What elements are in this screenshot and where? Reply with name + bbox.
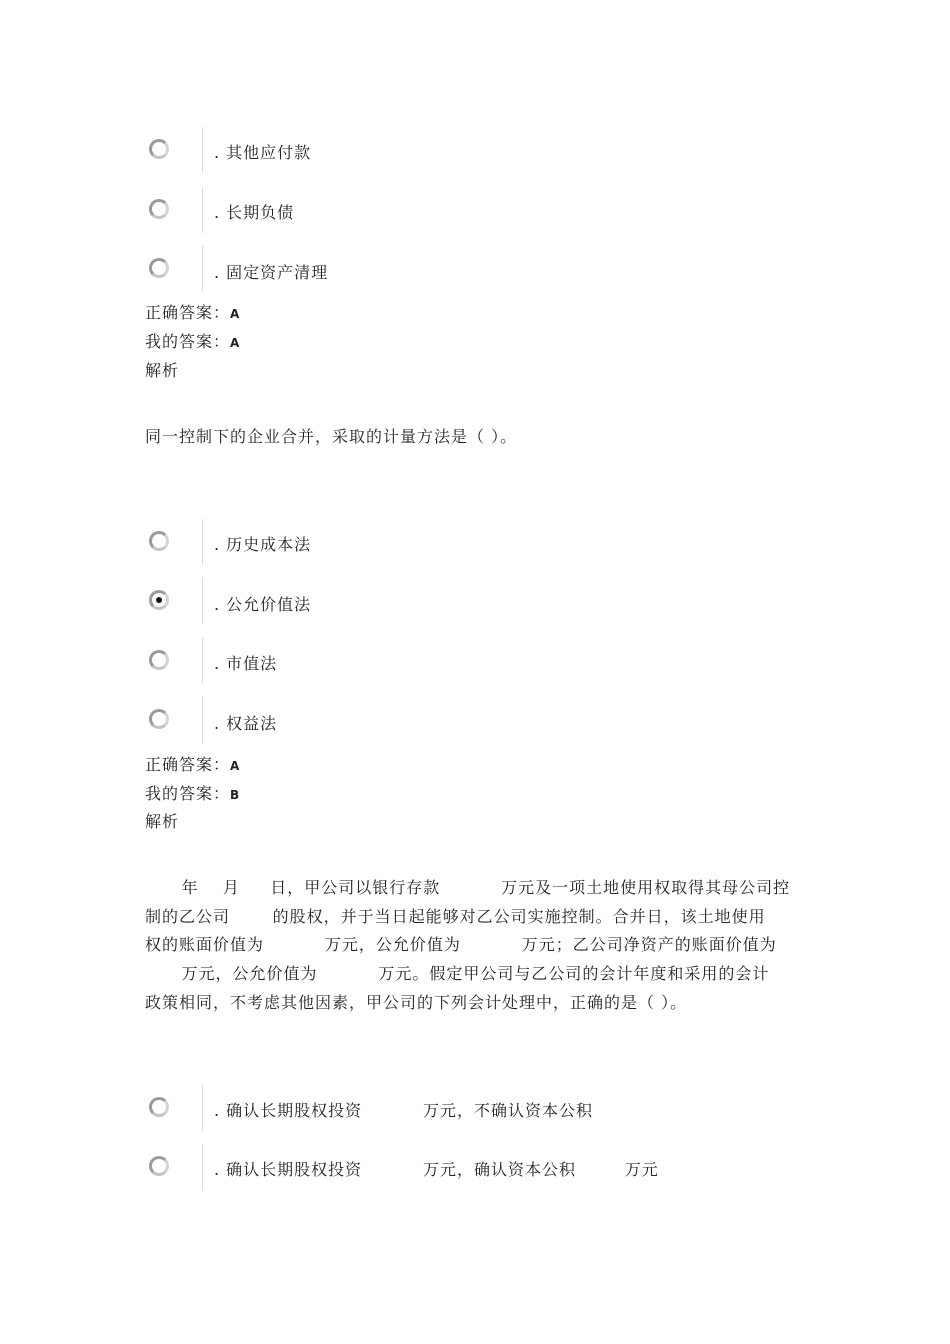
q2-option-2-text: . 公允价值法 xyxy=(214,595,312,614)
q1-option-2-text: . 长期负债 xyxy=(214,203,295,222)
q2-my-answer xyxy=(145,781,239,804)
option-divider xyxy=(202,578,203,624)
radio-selected-dot xyxy=(156,597,162,603)
option-divider xyxy=(202,519,203,565)
option-divider xyxy=(202,246,203,292)
radio-q1-option-3[interactable] xyxy=(149,258,169,278)
q2-correct-answer xyxy=(145,752,239,775)
q2-question-text: 同一控制下的企业合并，采取的计量方法是（ ）。 xyxy=(145,427,518,446)
correct-answer-value: A xyxy=(230,307,240,321)
q1-my-answer xyxy=(145,329,239,352)
q2-option-1-text: . 历史成本法 xyxy=(214,535,312,554)
radio-q3-option-2[interactable] xyxy=(149,1156,169,1176)
option-divider xyxy=(202,187,203,233)
correct-answer-label: 正确答案： xyxy=(145,755,231,774)
option-divider xyxy=(202,1144,203,1190)
correct-answer-label: 正确答案： xyxy=(145,303,231,322)
radio-q2-option-1[interactable] xyxy=(149,531,169,551)
correct-answer-value: A xyxy=(230,759,240,773)
q3-question-line-5: 政策相同，不考虑其他因素，甲公司的下列会计处理中，正确的是（ ）。 xyxy=(145,993,688,1012)
q2-analysis-link[interactable]: 解析 xyxy=(145,812,180,831)
q3-option-2-text: . 确认长期股权投资 万元，确认资本公积 万元 xyxy=(214,1160,659,1179)
q1-option-1-text: . 其他应付款 xyxy=(214,143,312,162)
q2-option-4-text: . 权益法 xyxy=(214,714,278,733)
q1-analysis-link[interactable]: 解析 xyxy=(145,361,180,380)
option-divider xyxy=(202,638,203,684)
radio-q2-option-4[interactable] xyxy=(149,709,169,729)
q1-correct-answer xyxy=(145,300,239,323)
q3-question-line-4: 万元，公允价值为 万元。假定甲公司与乙公司的会计年度和采用的会计 xyxy=(145,964,770,983)
q1-option-3-text: . 固定资产清理 xyxy=(214,263,329,282)
radio-q1-option-1[interactable] xyxy=(149,139,169,159)
q2-option-3-text: . 市值法 xyxy=(214,654,278,673)
radio-q1-option-2[interactable] xyxy=(149,199,169,219)
radio-q2-option-2[interactable] xyxy=(149,590,169,610)
q3-question-line-2: 制的乙公司 的股权，并于当日起能够对乙公司实施控制。合并日，该土地使用 xyxy=(145,907,766,926)
option-divider xyxy=(202,697,203,743)
radio-q2-option-3[interactable] xyxy=(149,650,169,670)
q3-option-1-text: . 确认长期股权投资 万元，不确认资本公积 xyxy=(214,1101,594,1120)
q3-question-line-1: 年 月 日，甲公司以银行存款 万元及一项土地使用权取得其母公司控 xyxy=(145,878,791,897)
my-answer-value: B xyxy=(230,788,240,802)
radio-q3-option-1[interactable] xyxy=(149,1097,169,1117)
q3-question-line-3: 权的账面价值为 万元，公允价值为 万元；乙公司净资产的账面价值为 xyxy=(145,935,777,954)
my-answer-label: 我的答案： xyxy=(145,332,231,351)
my-answer-value: A xyxy=(230,336,240,350)
option-divider xyxy=(202,127,203,173)
my-answer-label: 我的答案： xyxy=(145,784,231,803)
option-divider xyxy=(202,1085,203,1131)
